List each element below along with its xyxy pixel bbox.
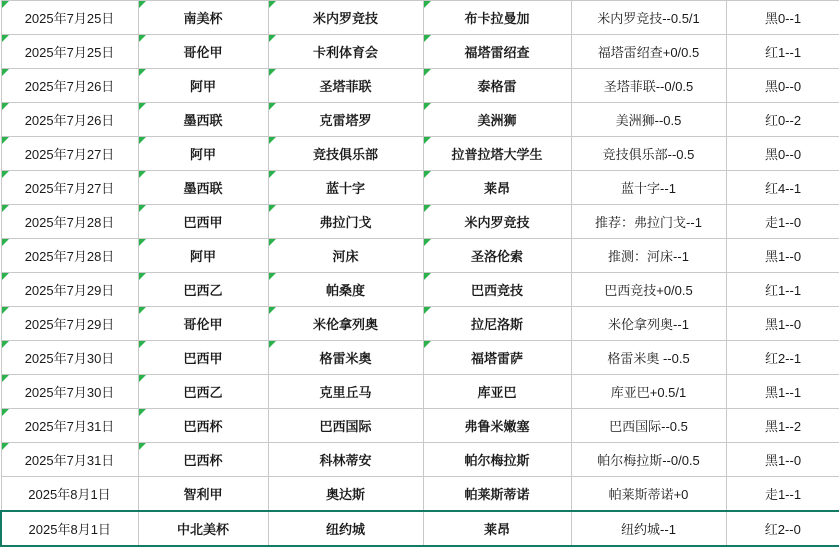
cell-league[interactable]: 阿甲: [138, 69, 268, 103]
cell-league[interactable]: 巴西甲: [138, 205, 268, 239]
cell-pick[interactable]: 圣塔菲联--0/0.5: [571, 69, 726, 103]
cell-league[interactable]: 阿甲: [138, 137, 268, 171]
cell-home[interactable]: 弗拉门戈: [268, 205, 423, 239]
table-row[interactable]: [1, 205, 839, 239]
cell-date[interactable]: 2025年8月1日: [1, 511, 138, 546]
cell-pick[interactable]: 纽约城--1: [571, 511, 726, 546]
cell-result[interactable]: 红1--1: [726, 273, 839, 307]
cell-pick[interactable]: 福塔雷绍查+0/0.5: [571, 35, 726, 69]
cell-pick[interactable]: 巴西国际--0.5: [571, 409, 726, 443]
cell-pick[interactable]: 库亚巴+0.5/1: [571, 375, 726, 409]
cell-away[interactable]: 库亚巴: [423, 375, 571, 409]
cell-result[interactable]: 红4--1: [726, 171, 839, 205]
cell-home[interactable]: 科林蒂安: [268, 443, 423, 477]
cell-home[interactable]: 米内罗竞技: [268, 1, 423, 35]
table-row[interactable]: [1, 137, 839, 171]
cell-date[interactable]: 2025年7月30日: [1, 341, 138, 375]
cell-league[interactable]: 哥伦甲: [138, 35, 268, 69]
cell-away[interactable]: 莱昂: [423, 511, 571, 546]
table-row[interactable]: [1, 443, 839, 477]
cell-home[interactable]: 米伦拿列奥: [268, 307, 423, 341]
cell-pick[interactable]: 格雷米奥 --0.5: [571, 341, 726, 375]
cell-result[interactable]: 黑0--1: [726, 1, 839, 35]
cell-result[interactable]: 黑1--2: [726, 409, 839, 443]
cell-league[interactable]: 巴西乙: [138, 273, 268, 307]
cell-result[interactable]: 黑1--0: [726, 443, 839, 477]
cell-home[interactable]: 奥达斯: [268, 477, 423, 512]
cell-result[interactable]: 黑1--0: [726, 307, 839, 341]
cell-league[interactable]: 墨西联: [138, 171, 268, 205]
table-row[interactable]: [1, 511, 839, 546]
table-row[interactable]: [1, 1, 839, 35]
table-row[interactable]: [1, 69, 839, 103]
cell-home[interactable]: 圣塔菲联: [268, 69, 423, 103]
cell-league[interactable]: 巴西乙: [138, 375, 268, 409]
cell-result[interactable]: 红2--1: [726, 341, 839, 375]
cell-result[interactable]: 黑0--0: [726, 137, 839, 171]
cell-date[interactable]: 2025年7月31日: [1, 409, 138, 443]
cell-result[interactable]: 黑1--1: [726, 375, 839, 409]
cell-date[interactable]: 2025年7月29日: [1, 307, 138, 341]
cell-league[interactable]: 南美杯: [138, 1, 268, 35]
cell-home[interactable]: 格雷米奥: [268, 341, 423, 375]
cell-pick[interactable]: 米伦拿列奥--1: [571, 307, 726, 341]
cell-result[interactable]: 黑1--0: [726, 239, 839, 273]
cell-pick[interactable]: 美洲狮--0.5: [571, 103, 726, 137]
cell-home[interactable]: 蓝十字: [268, 171, 423, 205]
cell-home[interactable]: 河床: [268, 239, 423, 273]
cell-home[interactable]: 克里丘马: [268, 375, 423, 409]
cell-league[interactable]: 阿甲: [138, 239, 268, 273]
cell-date[interactable]: 2025年8月1日: [1, 477, 138, 512]
cell-result[interactable]: 红0--2: [726, 103, 839, 137]
cell-home[interactable]: 克雷塔罗: [268, 103, 423, 137]
table-row[interactable]: [1, 273, 839, 307]
cell-away[interactable]: 帕尔梅拉斯: [423, 443, 571, 477]
cell-date[interactable]: 2025年7月29日: [1, 273, 138, 307]
cell-date[interactable]: 2025年7月26日: [1, 103, 138, 137]
cell-away[interactable]: 拉尼洛斯: [423, 307, 571, 341]
table-row[interactable]: [1, 477, 839, 512]
cell-pick[interactable]: 推测：河床--1: [571, 239, 726, 273]
cell-away[interactable]: 帕莱斯蒂诺: [423, 477, 571, 512]
cell-league[interactable]: 哥伦甲: [138, 307, 268, 341]
cell-pick[interactable]: 帕莱斯蒂诺+0: [571, 477, 726, 512]
table-row[interactable]: [1, 171, 839, 205]
table-row[interactable]: [1, 409, 839, 443]
cell-date[interactable]: 2025年7月25日: [1, 35, 138, 69]
cell-result[interactable]: 走1--1: [726, 477, 839, 512]
cell-result[interactable]: 红1--1: [726, 35, 839, 69]
cell-date[interactable]: 2025年7月31日: [1, 443, 138, 477]
cell-date[interactable]: 2025年7月30日: [1, 375, 138, 409]
cell-result[interactable]: 红2--0: [726, 511, 839, 546]
cell-pick[interactable]: 竞技俱乐部--0.5: [571, 137, 726, 171]
cell-result[interactable]: 黑0--0: [726, 69, 839, 103]
cell-pick[interactable]: 米内罗竞技--0.5/1: [571, 1, 726, 35]
cell-away[interactable]: 福塔雷萨: [423, 341, 571, 375]
cell-result[interactable]: 走1--0: [726, 205, 839, 239]
table-row[interactable]: [1, 341, 839, 375]
table-body: [1, 1, 839, 547]
cell-away[interactable]: 泰格雷: [423, 69, 571, 103]
cell-league[interactable]: 巴西杯: [138, 443, 268, 477]
cell-away[interactable]: 布卡拉曼加: [423, 1, 571, 35]
cell-home[interactable]: 帕桑度: [268, 273, 423, 307]
cell-date[interactable]: 2025年7月25日: [1, 1, 138, 35]
cell-pick[interactable]: 推荐：弗拉门戈--1: [571, 205, 726, 239]
cell-home[interactable]: 纽约城: [268, 511, 423, 546]
cell-away[interactable]: 圣洛伦索: [423, 239, 571, 273]
cell-date[interactable]: 2025年7月28日: [1, 239, 138, 273]
table-row[interactable]: [1, 239, 839, 273]
cell-date[interactable]: 2025年7月27日: [1, 171, 138, 205]
table-row[interactable]: [1, 35, 839, 69]
cell-league[interactable]: 巴西甲: [138, 341, 268, 375]
cell-league[interactable]: 巴西杯: [138, 409, 268, 443]
cell-away[interactable]: 拉普拉塔大学生: [423, 137, 571, 171]
table-row[interactable]: [1, 103, 839, 137]
cell-home[interactable]: 巴西国际: [268, 409, 423, 443]
cell-pick[interactable]: 蓝十字--1: [571, 171, 726, 205]
cell-away[interactable]: 莱昂: [423, 171, 571, 205]
table-row[interactable]: [1, 375, 839, 409]
cell-home[interactable]: 竞技俱乐部: [268, 137, 423, 171]
cell-pick[interactable]: 帕尔梅拉斯--0/0.5: [571, 443, 726, 477]
cell-away[interactable]: 弗鲁米嫩塞: [423, 409, 571, 443]
cell-date[interactable]: 2025年7月27日: [1, 137, 138, 171]
cell-away[interactable]: 美洲狮: [423, 103, 571, 137]
cell-date[interactable]: 2025年7月28日: [1, 205, 138, 239]
cell-away[interactable]: 福塔雷绍查: [423, 35, 571, 69]
table-row[interactable]: [1, 307, 839, 341]
cell-league[interactable]: 中北美杯: [138, 511, 268, 546]
cell-league[interactable]: 墨西联: [138, 103, 268, 137]
cell-date[interactable]: 2025年7月26日: [1, 69, 138, 103]
cell-home[interactable]: 卡利体育会: [268, 35, 423, 69]
cell-away[interactable]: 巴西竞技: [423, 273, 571, 307]
cell-pick[interactable]: 巴西竞技+0/0.5: [571, 273, 726, 307]
cell-away[interactable]: 米内罗竞技: [423, 205, 571, 239]
cell-league[interactable]: 智利甲: [138, 477, 268, 512]
